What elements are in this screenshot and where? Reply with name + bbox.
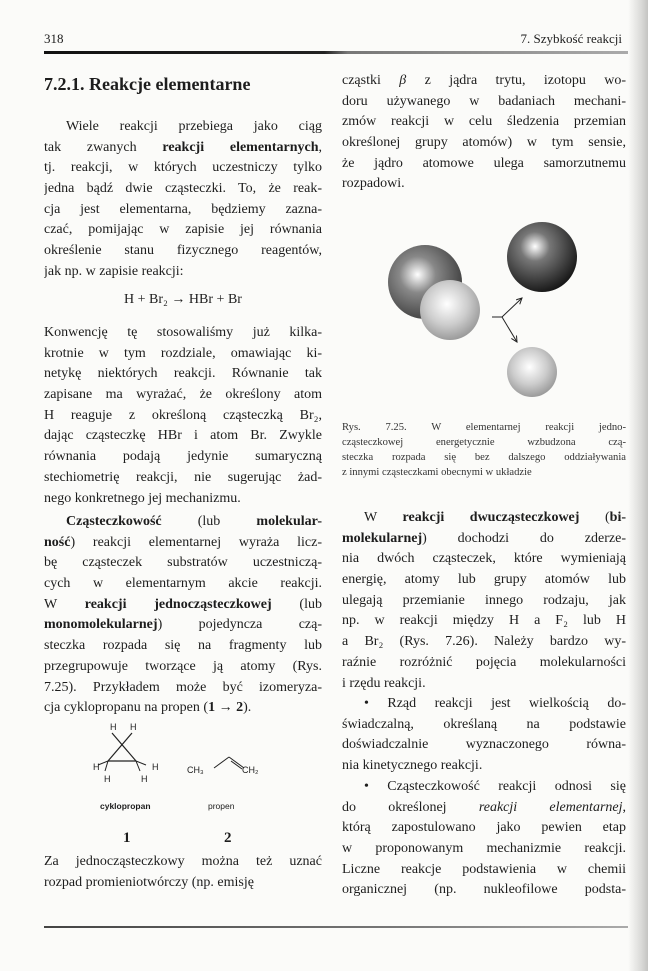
text-run: ) dochodzi do zderze- (422, 530, 626, 546)
text-line (44, 406, 322, 427)
text-line (44, 344, 322, 365)
text-line (342, 133, 626, 154)
cyclopropane-bonds (90, 725, 160, 785)
text-run: organicznej (np. nukleofilowe podsta- (342, 882, 626, 898)
text-run: steczka rozpada się na fragmenty lub (44, 638, 322, 654)
atom-h: H (152, 762, 159, 772)
text-line (342, 71, 626, 92)
text-run: Konwencję tę stosowaliśmy już kilka- (44, 325, 322, 340)
text-run: i rzędu reakcji. (342, 675, 426, 691)
text-run: w proponowanym mechanizmie reakcji. (342, 841, 626, 857)
text-run: , (622, 799, 626, 815)
text-run: doru używanego w badaniach mechani- (342, 93, 626, 109)
text-line (44, 158, 322, 179)
text-line (44, 220, 322, 241)
text-run: cja jest elementarna, będziemy zazna- (44, 201, 322, 217)
compound-number-2: 2 (224, 830, 232, 846)
compound-number-1: 1 (123, 830, 131, 846)
text-run: określenie stanu fizycznego reagentów, (44, 243, 322, 259)
text-run: steczka rozpada się bez dalszego oddziaływania (342, 452, 626, 463)
text-line (44, 426, 322, 447)
figure-caption (342, 420, 626, 480)
text-run: cych w elementarnym akcie reakcji. (44, 576, 322, 592)
text-run: stechiometrię reakcji, nie sugerując żad- (44, 469, 322, 485)
text-line (342, 591, 626, 612)
text-run: energię, atomy lub grupy atomów lub (342, 572, 626, 588)
cyclopropane-label: cyklopropan (100, 801, 151, 811)
text-run: W (364, 510, 403, 525)
text-line (44, 553, 322, 574)
text-line (44, 262, 322, 283)
text-run: cząsteczkowej energetycznie wzbudzona czą- (342, 437, 626, 448)
text-run: zapisane ma wyrażać, że określony atom (44, 387, 322, 403)
text-line (44, 489, 322, 510)
text-line (342, 798, 626, 819)
text-run: tak zwanych (44, 139, 163, 155)
equation: H + Br₂ → HBr + Br (124, 292, 242, 307)
bold-term: molekular- (256, 514, 322, 529)
text-line (44, 512, 322, 533)
text-line (342, 465, 626, 480)
text-line (342, 549, 626, 570)
text-run: Liczne reakcje podstawienia w chemii (342, 861, 626, 877)
text-run: określonej grupy atomów) w tym sensie, (342, 135, 626, 151)
header-rule (44, 51, 628, 54)
text-run: nia dwóch cząsteczek, które wymieniają (342, 551, 626, 567)
text-run: rozpad promieniotwórczy (np. emisję (44, 874, 254, 890)
text-run: a Br₂ (Rys. 7.26). Należy bardzo wy- (342, 634, 626, 650)
paragraph (342, 777, 626, 901)
text-line (44, 323, 322, 344)
text-run: ulegają przemianie innego rodzaju, jak (342, 592, 626, 608)
text-run: netykę niektórych reakcji. Równanie tak (44, 366, 322, 382)
text-run: krotnie w tym rozdziale, omawiając ki- (44, 345, 322, 361)
atom-h: H (141, 774, 148, 784)
atom-h: H (130, 722, 137, 732)
text-line (44, 852, 322, 873)
text-run: zmów reakcji w celu śledzenia przemian (342, 114, 626, 130)
text-line (342, 880, 626, 901)
bold-term: 1 (208, 700, 216, 716)
text-line (44, 657, 322, 678)
text-run: którą zapostulowano jako pewien etap (342, 820, 626, 836)
text-line (342, 632, 626, 653)
text-run: doświadczalnie wyznaczonego równa- (342, 737, 626, 753)
text-run: H reaguje z określoną cząsteczką Br₂, (44, 407, 322, 423)
text-line (342, 715, 626, 736)
text-line (342, 756, 626, 777)
paragraph (342, 71, 626, 195)
text-run: 7.25). Przykładem może być izomeryza- (44, 679, 322, 695)
text-run: jedna bądź dwie cząsteczki. To, że reak- (44, 181, 322, 197)
text-run: z jądra trytu, izotopu wo- (406, 73, 626, 88)
text-line (44, 533, 322, 554)
text-line (342, 570, 626, 591)
text-run: równania podają jedynie sumaryczną (44, 449, 322, 465)
text-run: Wiele reakcji przebiega jako ciąg (66, 119, 322, 134)
text-line (44, 636, 322, 657)
text-run: (lub (161, 514, 257, 529)
text-line (342, 818, 626, 839)
text-run: • Rząd reakcji jest wielkością do- (364, 696, 626, 711)
fragment-light-sphere (507, 347, 557, 397)
text-line (342, 611, 626, 632)
decay-arrows (492, 298, 522, 342)
text-run: z innymi cząsteczkami obecnymi w układzie (342, 467, 532, 478)
text-run: przegrupowuje tworzące ją atomy (Rys. (44, 658, 322, 674)
text-line (44, 364, 322, 385)
text-line (44, 468, 322, 489)
text-run: ( (579, 510, 610, 525)
text-run: ) reakcji elementarnej wyraża licz- (70, 534, 322, 550)
text-run: czać, pomijając w zapisie jej równania (44, 222, 322, 238)
text-line (342, 777, 626, 798)
atom-h: H (93, 762, 100, 772)
text-line (342, 420, 626, 435)
text-line (342, 860, 626, 881)
atom-h: H (104, 774, 111, 784)
bold-term: molekularnej (342, 530, 423, 546)
text-run: W (44, 596, 85, 612)
propene-label: propen (208, 801, 235, 811)
text-line (44, 241, 322, 262)
bold-term: bi- (609, 510, 626, 525)
text-line (342, 508, 626, 529)
italic-term: reakcji elementarnej (478, 799, 623, 815)
bold-term: reakcji jednocząsteczkowej (84, 596, 272, 612)
text-run: dając cząsteczkę HBr i atom Br. Zwykle (44, 428, 322, 444)
bold-term: reakcji dwucząsteczkowej (402, 510, 580, 525)
text-run: nego konkretnego jej mechanizmu. (44, 490, 241, 506)
paragraph (44, 323, 322, 509)
scan-edge-shadow (628, 0, 648, 971)
text-run: ) pojedyncza czą- (157, 617, 322, 633)
section-title: 7.2.1. Reakcje elementarne (44, 74, 251, 94)
text-line (342, 529, 626, 550)
text-run: ). (243, 700, 252, 716)
text-line (44, 138, 322, 159)
text-run: że jądro atomowe ulega samorzutnemu (342, 155, 626, 171)
fragment-dark-sphere (507, 222, 577, 292)
text-run: świadczalną, określaną na podstawie (342, 716, 626, 732)
bold-term: Cząsteczkowość (66, 514, 162, 529)
text-line (342, 694, 626, 715)
text-line (342, 735, 626, 756)
excited-molecule-atom-light (420, 280, 480, 340)
italic-term: β (399, 73, 407, 88)
text-line (44, 615, 322, 636)
paragraph (44, 512, 322, 719)
text-line (44, 574, 322, 595)
text-line (342, 112, 626, 133)
text-line (44, 179, 322, 200)
text-line (342, 839, 626, 860)
text-run: cząstki (342, 73, 400, 88)
bold-term: monomolekularnej (44, 617, 158, 633)
ch3-group: CH₃ (187, 765, 204, 775)
text-run: , (318, 139, 322, 155)
text-run: bę cząsteczek substratów uczestniczą- (44, 555, 322, 571)
text-line (342, 435, 626, 450)
atom-h: H (110, 722, 117, 732)
text-run: raźnie rozróżnić pojęcia molekularności (342, 654, 626, 670)
ch2-group: CH₂ (242, 765, 259, 775)
text-run: rozpadowi. (342, 176, 405, 192)
text-line (44, 117, 322, 138)
text-run: cja cyklopropanu na propen ( (44, 700, 209, 716)
paragraph (342, 694, 626, 777)
text-line (44, 678, 322, 699)
footer-rule (44, 926, 628, 928)
text-run: jak np. w zapisie reakcji: (44, 263, 184, 279)
text-line (44, 698, 322, 719)
molecule-decay-figure (360, 210, 600, 410)
text-line (342, 174, 626, 195)
text-line (44, 873, 322, 894)
text-line (342, 92, 626, 113)
text-line (44, 447, 322, 468)
text-line (44, 385, 322, 406)
text-run: Za jednocząsteczkowy można też uznać (44, 854, 322, 869)
bold-term: ność (44, 534, 71, 550)
text-line (342, 653, 626, 674)
paragraph (342, 508, 626, 694)
text-line (342, 674, 626, 695)
page-number: 318 (44, 31, 64, 46)
text-run: tj. reakcji, w których uczestniczy tylko (44, 160, 322, 176)
bold-term: 2 (236, 700, 244, 716)
text-run: nia kinetycznego reakcji. (342, 758, 483, 774)
text-run: (lub (271, 596, 322, 612)
paragraph (44, 117, 322, 283)
text-run: • Cząsteczkowość reakcji odnosi się (364, 779, 626, 794)
text-run: np. w reakcji między H a F₂ lub H (342, 613, 626, 629)
text-line (342, 154, 626, 175)
text-run: Rys. 7.25. W elementarnej reakcji jedno- (342, 422, 626, 433)
text-run: → (215, 700, 237, 716)
paragraph (44, 852, 322, 893)
bold-term: reakcji elementarnych (162, 139, 319, 155)
text-line (44, 595, 322, 616)
text-line (342, 450, 626, 465)
running-header: 7. Szybkość reakcji (520, 31, 622, 46)
text-run: do określonej (342, 799, 479, 815)
text-line (44, 200, 322, 221)
